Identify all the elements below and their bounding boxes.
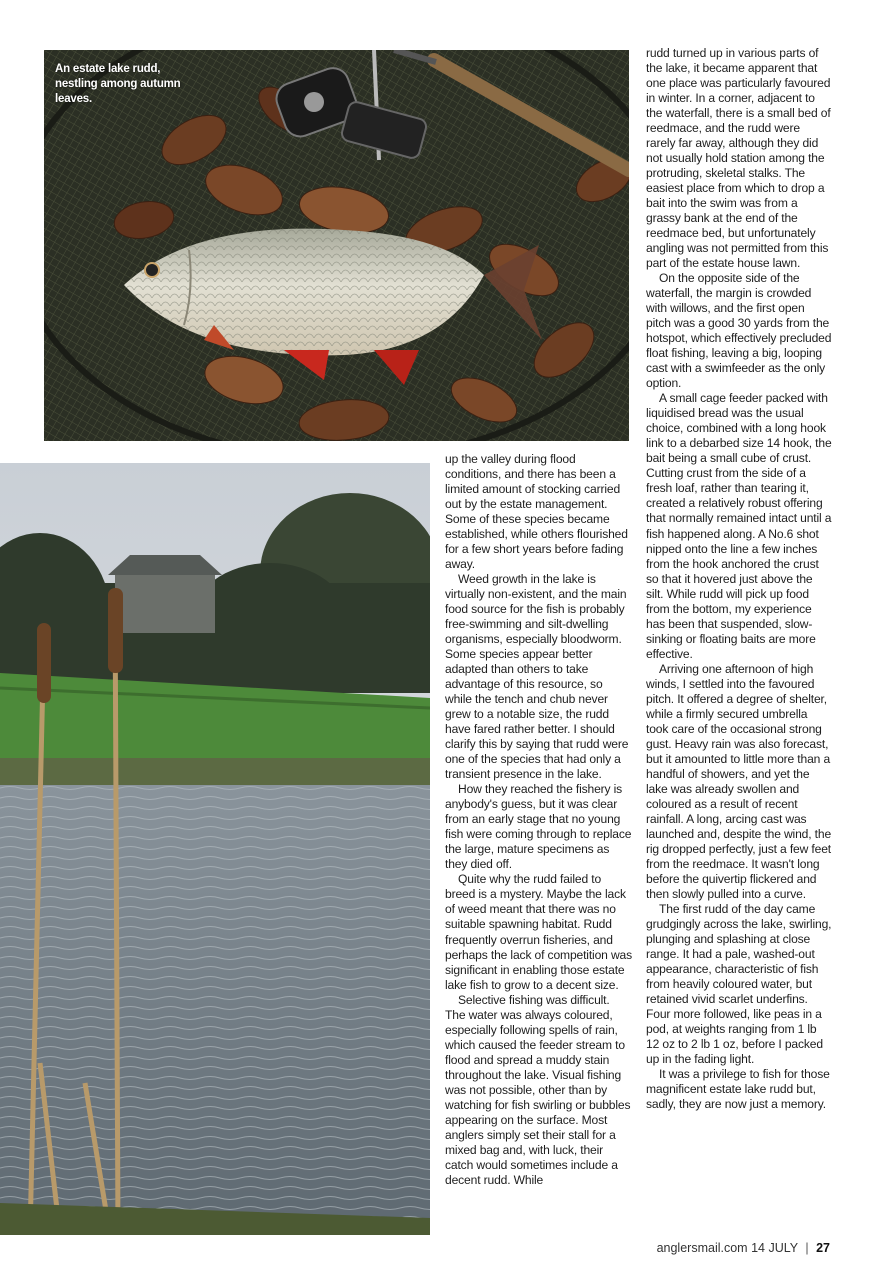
photo-caption: An estate lake rudd, nestling among autumn leaves. bbox=[55, 63, 181, 105]
paragraph: A small cage feeder packed with liquidised bread was the usual choice, combined with a long hook link to a debarbed size 14 hook, the bait being a small cube of crust. Cutting crust from the side of a fresh loaf, rather than tearing it, created a relatively robust offering that normally remained intact until a fish happened along. A No.6 shot nipped onto the line a few inches from the hook anchored the crust so that it hovered just above the silt. While rudd will pick up food from the bottom, my experience has been that suspended, slow-sinking or floating baits are more effective. bbox=[646, 391, 832, 661]
rudd-photo bbox=[44, 50, 629, 441]
footer-site: anglersmail.com bbox=[656, 1241, 748, 1255]
paragraph: up the valley during flood conditions, and there has been a limited amount of stocking carried out by the estate management. Some of these species became established, while others flourished for a few short years before fading away. bbox=[445, 452, 628, 572]
paragraph: rudd turned up in various parts of the lake, it became apparent that one place was particularly favoured in winter. In a corner, adjacent to the waterfall, there is a small bed of reedmace, and the rudd were rarely far away, although they did not usually hold station among the protruding, skeletal stalks. The easiest place from which to drop a bait into the swim was from a grassy bank at the end of the reedmace bed, but unfortunately angling was not permitted from this part of the estate house lawn. bbox=[646, 46, 831, 271]
page-footer bbox=[657, 1241, 830, 1255]
lake-photo bbox=[0, 463, 430, 1235]
article-column-middle bbox=[445, 452, 632, 1188]
footer-date: 14 JULY bbox=[751, 1241, 798, 1255]
paragraph: The first rudd of the day came grudgingly across the lake, swirling, plunging and splashing at close range. It had a pale, washed-out appearance, characteristic of fish from heavily coloured water, but retained vivid scarlet underfins. Four more followed, like peas in a pod, at weights ranging from 1 lb 12 oz to 2 lb 1 oz, before I packed up in the fading light. bbox=[646, 901, 832, 1067]
paragraph: Weed growth in the lake is virtually non-existent, and the main food source for the fish is probably free-swimming and silt-dwelling organisms, especially bloodworm. Some species appear better adapted than others to take advantage of this resource, so while the tench and chub never grew to a notable size, the rudd have fared rather better. I should clarify this by saying that rudd were one of the species that had only a transient presence in the lake. bbox=[445, 572, 629, 782]
paragraph: Arriving one afternoon of high winds, I settled into the favoured pitch. It offered a degree of shelter, while a firmly secured umbrella took care of the occasional strong gust. Heavy rain was also forecast, but it amounted to little more than a handful of showers, and yet the lake was already swollen and coloured as a result of recent rainfall. A long, arcing cast was launched and, despite the wind, the rig dropped perfectly, just a few feet from the reedmace. It wasn't long before the quivertip flickered and then slowly pulled into a curve. bbox=[646, 661, 832, 901]
paragraph: On the opposite side of the waterfall, the margin is crowded with willows, and the first open pitch was a good 30 yards from the hotspot, which effectively precluded float fishing, leaving a big, looping cast with a swimfeeder as the only option. bbox=[646, 271, 832, 391]
paragraph: It was a privilege to fish for those magnificent estate lake rudd but, sadly, they are now just a memory. bbox=[646, 1067, 830, 1112]
paragraph: How they reached the fishery is anybody's guess, but it was clear from an early stage that no young fish were coming through to replace the large, mature specimens as they died off. bbox=[445, 782, 632, 872]
page-number: 27 bbox=[816, 1241, 830, 1255]
footer-separator: | bbox=[805, 1241, 809, 1255]
paragraph: Selective fishing was difficult. The water was always coloured, especially following spells of rain, which caused the feeder stream to flood and spread a muddy stain throughout the lake. Visual fishing was not possible, other than by watching for fish swirling or bubbles appearing on the surface. Most anglers simply set their stall for a mixed bag and, with luck, their catch would sometimes include a decent rudd. While bbox=[445, 992, 631, 1187]
article-column-right bbox=[646, 46, 832, 1112]
paragraph: Quite why the rudd failed to breed is a mystery. Maybe the lack of weed meant that there was no suitable spawning habitat. Rudd frequently overrun fisheries, and perhaps the lack of competition was significant in enabling those estate lake fish to grow to a decent size. bbox=[445, 872, 633, 992]
estate-lake-image bbox=[0, 463, 430, 1235]
rudd-fish-image bbox=[44, 50, 629, 441]
